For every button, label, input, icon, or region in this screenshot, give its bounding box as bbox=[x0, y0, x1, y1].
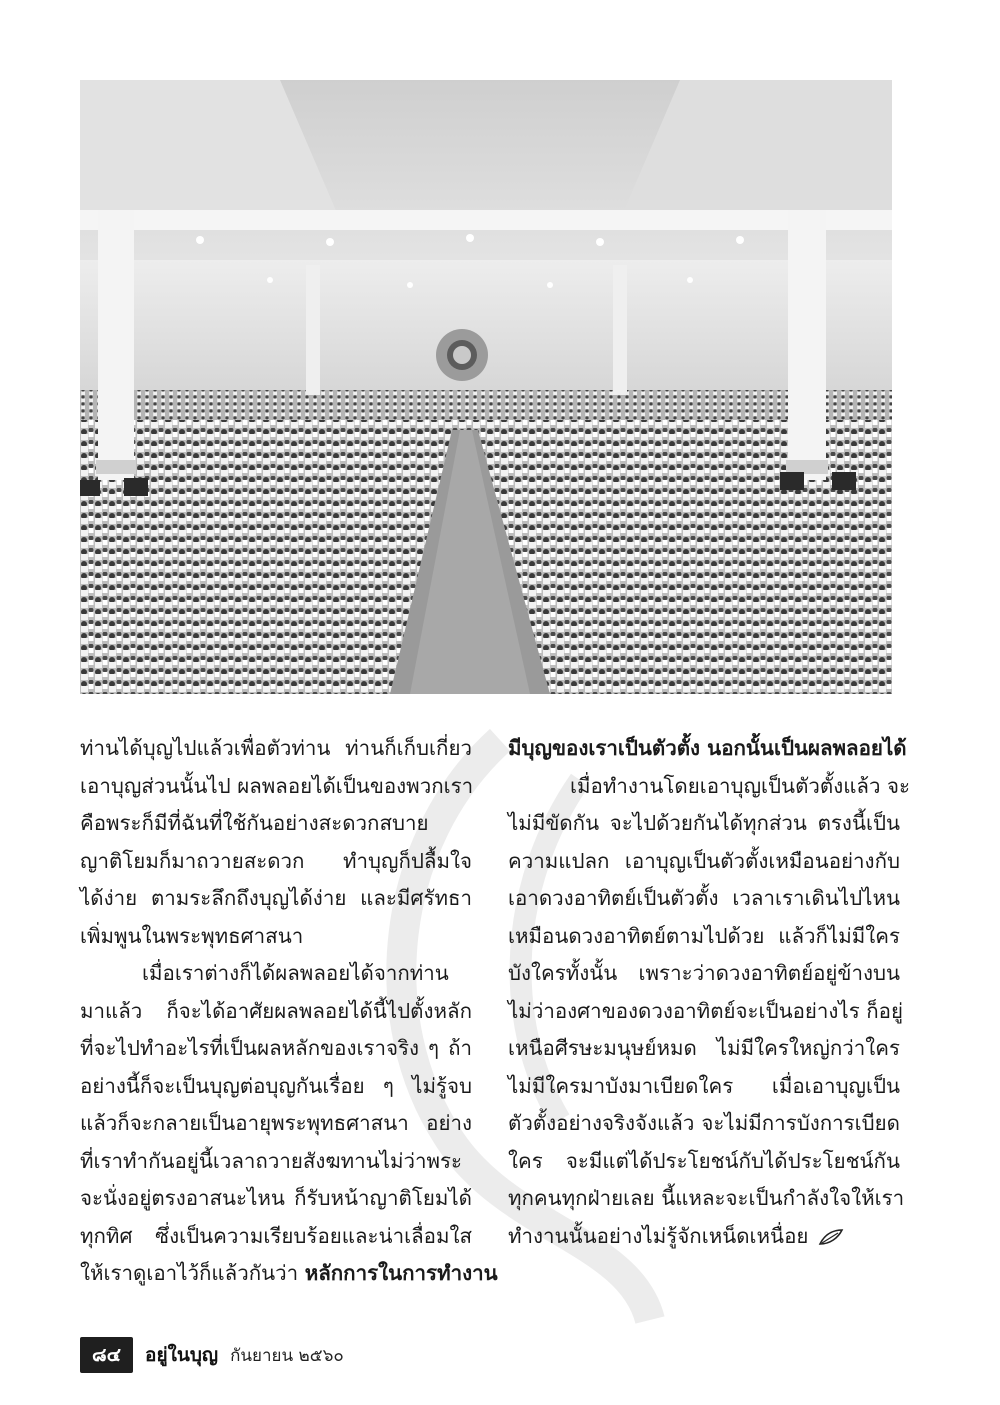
paragraph-text: ให้เราดูเอาไว้ก็แล้วกันว่า bbox=[80, 1261, 305, 1285]
bold-heading-line: มีบุญของเราเป็นตัวตั้ง นอกนั้นเป็นผลพลอยได้ bbox=[508, 736, 907, 760]
right-text-column bbox=[508, 730, 911, 1255]
paragraph-line: คือพระก็มีที่ฉันที่ใช้กันอย่างสะดวกสบาย bbox=[80, 811, 429, 835]
paragraph-line: ไม่ว่าองศาของดวงอาทิตย์จะเป็นอย่างไร ก็อยู่ bbox=[508, 998, 903, 1023]
paragraph-line: เมื่อเราต่างก็ได้ผลพลอยได้จากท่าน bbox=[142, 961, 449, 985]
paragraph-line: ญาติโยมก็มาถวายสะดวก ทำบุญก็ปลื้มใจ bbox=[80, 848, 472, 873]
paragraph-line: ทุกทิศ ซึ่งเป็นความเรียบร้อยและน่าเลื่อมใส bbox=[80, 1223, 472, 1248]
paragraph-line: บังใครทั้งนั้น เพราะว่าดวงอาทิตย์อยู่ข้างบน bbox=[508, 961, 900, 985]
paragraph-line: ทุกคนทุกฝ่ายเลย นี้แหละจะเป็นกำลังใจให้เรา bbox=[508, 1186, 905, 1210]
paragraph-line: เอาดวงอาทิตย์เป็นตัวตั้ง เวลาเราเดินไปไหน bbox=[508, 886, 900, 910]
paragraph-line: มาแล้ว ก็จะได้อาศัยผลพลอยได้นี้ไปตั้งหลัก bbox=[80, 998, 472, 1023]
paragraph-line: เอาบุญส่วนนั้นไป ผลพลอยได้เป็นของพวกเรา bbox=[80, 773, 474, 798]
paragraph-line: เหนือศีรษะมนุษย์หมด ไม่มีใครใหญ่กว่าใคร bbox=[508, 1036, 900, 1060]
paragraph-line-final bbox=[508, 1218, 900, 1256]
paragraph-line: ท่านได้บุญไปแล้วเพื่อตัวท่าน ท่านก็เก็บเกี่ยว bbox=[80, 736, 472, 760]
leaf-end-mark-icon bbox=[818, 1228, 844, 1246]
issue-date: กันยายน ๒๕๖๐ bbox=[230, 1345, 344, 1366]
paragraph-line: เพิ่มพูนในพระพุทธศาสนา bbox=[80, 923, 304, 948]
crowd-hall-photo bbox=[80, 80, 892, 694]
paragraph-line: ใคร จะมีแต่ได้ประโยชน์กับได้ประโยชน์กัน bbox=[508, 1148, 900, 1173]
paragraph-line: ไม่มีใครมาบังมาเบียดใคร เมื่อเอาบุญเป็น bbox=[508, 1073, 900, 1098]
left-text-column bbox=[80, 730, 498, 1293]
paragraph-text: ทำงานนั้นอย่างไม่รู้จักเหน็ดเหนื่อย bbox=[508, 1223, 809, 1248]
page-number: ๘๔ bbox=[80, 1337, 133, 1373]
paragraph-line: จะนั่งอยู่ตรงอาสนะไหน ก็รับหน้าญาติโยมได้ bbox=[80, 1186, 472, 1210]
paragraph-line: อย่างนี้ก็จะเป็นบุญต่อบุญกันเรื่อย ๆ ไม่รู้จบ bbox=[80, 1073, 472, 1098]
paragraph-line: ตัวตั้งอย่างจริงจังแล้ว จะไม่มีการบังการเบียด bbox=[508, 1111, 900, 1135]
paragraph-line-final bbox=[80, 1255, 498, 1293]
paragraph-line: ที่จะไปทำอะไรที่เป็นผลหลักของเราจริง ๆ ถ้า bbox=[80, 1036, 472, 1060]
paragraph-line: ได้ง่าย ตามระลึกถึงบุญได้ง่าย และมีศรัทธา bbox=[80, 886, 472, 910]
bold-phrase: หลักการในการทำงาน bbox=[304, 1261, 498, 1285]
paragraph-line: แล้วก็จะกลายเป็นอายุพระพุทธศาสนา อย่าง bbox=[80, 1111, 472, 1135]
paragraph-line: ที่เราทำกันอยู่นี้เวลาถวายสังฆทานไม่ว่าพระ bbox=[80, 1148, 463, 1173]
page-footer bbox=[80, 1338, 344, 1372]
paragraph-line: เมื่อทำงานโดยเอาบุญเป็นตัวตั้งแล้ว จะ bbox=[570, 773, 911, 798]
magazine-title: อยู่ในบุญ bbox=[145, 1344, 219, 1366]
paragraph-line: ความแปลก เอาบุญเป็นตัวตั้งเหมือนอย่างกับ bbox=[508, 848, 900, 873]
paragraph-line: ไม่มีขัดกัน จะไปด้วยกันได้ทุกส่วน ตรงนี้เป็น bbox=[508, 811, 900, 835]
paragraph-line: เหมือนดวงอาทิตย์ตามไปด้วย แล้วก็ไม่มีใคร bbox=[508, 923, 900, 948]
